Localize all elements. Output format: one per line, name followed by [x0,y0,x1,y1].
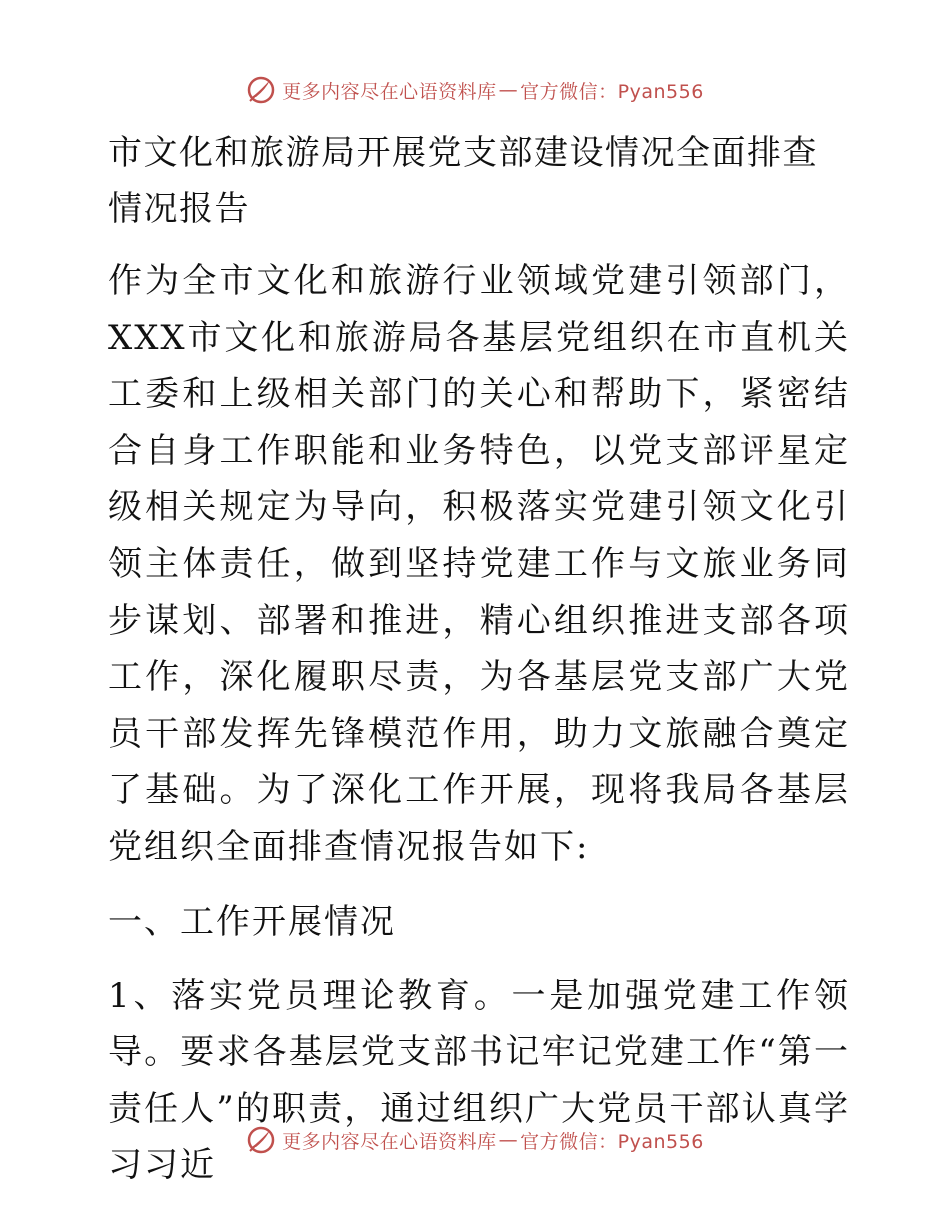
item-1-paragraph: 1、落实党员理论教育。一是加强党建工作领导。要求各基层党支部书记牢记党建工作“第一责任人”的职责，通过组织广大党员干部认真学习习近 [108,975,850,1186]
document-body [100,125,850,1194]
section-heading-work-progress: 一、工作开展情况 [108,901,396,942]
document-title: 市文化和旅游局开展党支部建设情况全面排查情况报告 [108,133,818,229]
watermark-separator: — [498,1129,519,1151]
watermark-official-wechat: 官方微信：Pyan556 [520,1130,704,1153]
watermark-footer [0,1120,950,1160]
watermark-official-wechat: 官方微信：Pyan556 [520,80,704,103]
quill-pen-logo-icon [246,75,276,105]
watermark-brand: 更多内容尽在心语资料库 [282,1130,497,1153]
quill-pen-logo-icon [246,1125,276,1155]
watermark-brand: 更多内容尽在心语资料库 [282,80,497,103]
watermark-separator: — [498,79,519,101]
intro-paragraph: 作为全市文化和旅游行业领域党建引领部门，XXX市文化和旅游局各基层党组织在市直机关工委和上级相关部门的关心和帮助下，紧密结合自身工作职能和业务特色，以党支部评星定级相关规定为导向，积极落实党建引领文化引领主体责任，做到坚持党建工作与文旅业务同步谋划、部署和推进，精心组织推进支部各项工作，深化履职尽责，为各基层党支部广大党员干部发挥先锋模范作用，助力文旅融合奠定了基础。为了深化工作开展，现将我局各基层党组织全面排查情况报告如下: [108,261,850,867]
watermark-header [0,70,950,110]
